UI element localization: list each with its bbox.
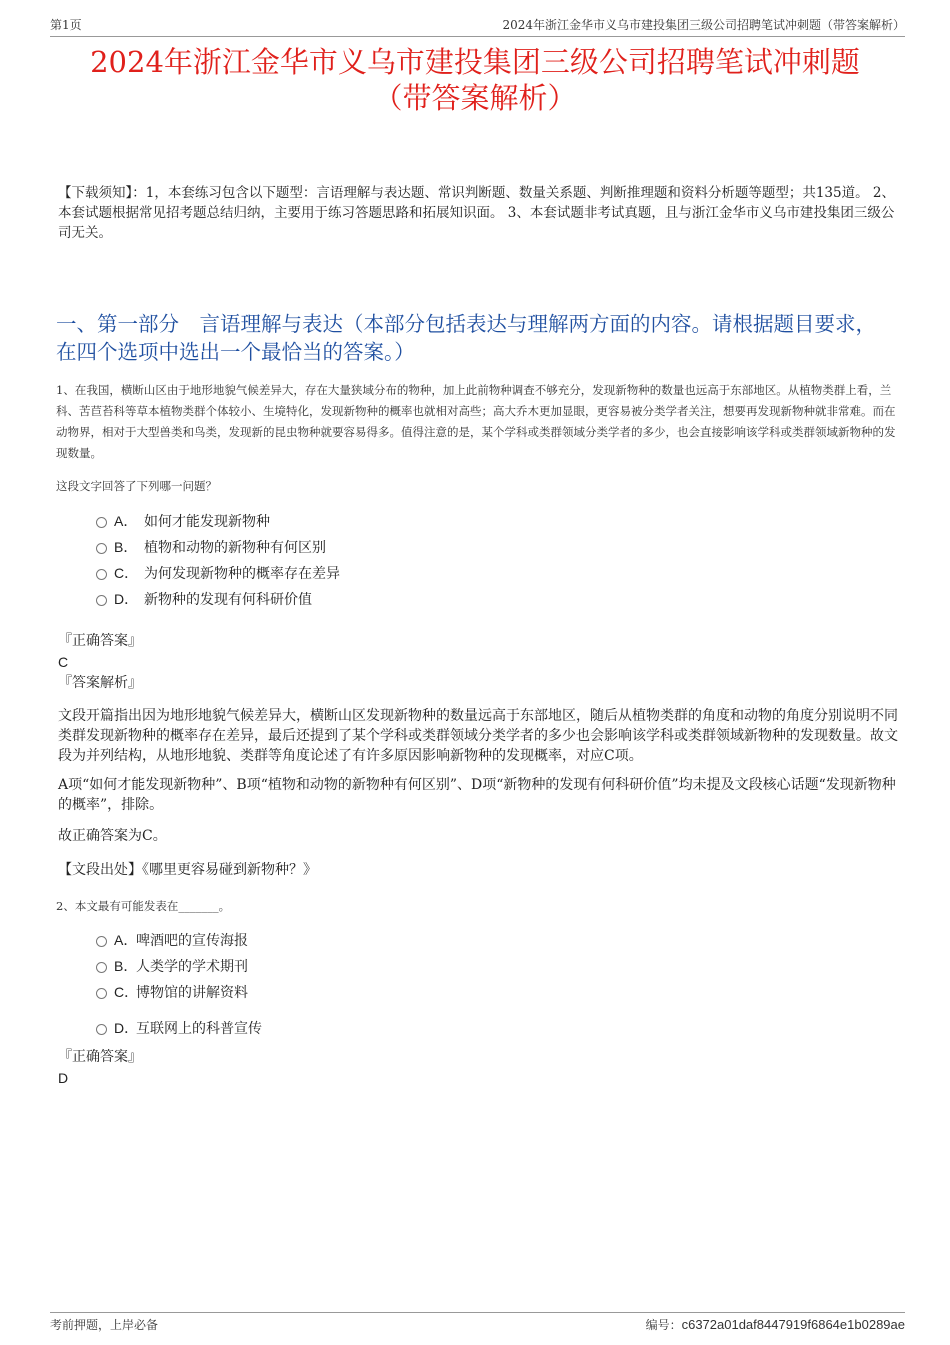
answer-value: C	[58, 654, 69, 670]
radio-icon[interactable]	[96, 595, 107, 606]
footer-code-value: c6372a01daf8447919f6864e1b0289ae	[681, 1317, 905, 1332]
question-1-prompt: 这段文字回答了下列哪一问题？	[56, 479, 217, 493]
option-d[interactable]: D． 新物种的发现有何科研价值	[96, 589, 340, 615]
option-b[interactable]: B． 植物和动物的新物种有何区别	[96, 537, 340, 563]
question-1-answer	[58, 631, 142, 694]
footer-code	[646, 1316, 905, 1333]
option-a[interactable]: A． 如何才能发现新物种	[96, 511, 340, 537]
radio-icon[interactable]	[96, 517, 107, 528]
analysis-paragraph-2: A项“如何才能发现新物种”、B项“植物和动物的新物种有何区别”、D项“新物种的发现有何科研价值”均未提及文段核心话题“发现新物种的概率”，排除。	[58, 777, 896, 813]
question-2-answer	[58, 1047, 142, 1089]
footer-slogan: 考前押题，上岸必备	[50, 1318, 159, 1332]
header-doc-title: 2024年浙江金华市义乌市建投集团三级公司招聘笔试冲刺题（带答案解析）	[502, 18, 905, 32]
radio-icon[interactable]	[96, 936, 107, 947]
radio-icon[interactable]	[96, 543, 107, 554]
option-a[interactable]: A．啤酒吧的宣传海报	[96, 930, 262, 956]
question-1-stem: 1、在我国，横断山区由于地形地貌气候差异大，存在大量狭域分布的物种，加上此前物种调查不够充分，发现新物种的数量也远高于东部地区。从植物类群上看，兰科、苦苣苔科等草本植物类群个体较小、生境特化，发现新物种的概率也就相对高些；高大乔木更加显眼，更容易被分类学者关注，想要再发现新物种就非常难。而在动物界，相对于大型兽类和鸟类，发现新的昆虫物种就要容易得多。值得注意的是，某个学科或类群领域分类学者的多少，也会直接影响该学科或类群领域新物种的发现数量。	[56, 383, 896, 460]
option-c[interactable]: C． 为何发现新物种的概率存在差异	[96, 563, 340, 589]
option-c[interactable]: C．博物馆的讲解资料	[96, 982, 262, 1008]
passage-source: 【文段出处】《哪里更容易碰到新物种？》	[58, 862, 317, 878]
answer-value: D	[58, 1070, 69, 1086]
page-footer	[50, 1312, 905, 1335]
radio-icon[interactable]	[96, 1024, 107, 1035]
page-number: 第1页	[50, 18, 82, 32]
question-2-stem: 2、本文最有可能发表在_______。	[56, 899, 231, 913]
radio-icon[interactable]	[96, 962, 107, 973]
title-line-2: （带答案解析）	[373, 81, 577, 115]
question-2-options	[96, 930, 262, 1044]
page-title	[40, 44, 910, 116]
analysis-paragraph-1: 文段开篇指出因为地形地貌气候差异大，横断山区发现新物种的数量远高于东部地区，随后从植物类群的角度和动物的角度分别说明不同类群发现新物种的概率存在差异，最后还提到了某个学科或类群领域分类学者的多少也会影响该学科或类群领域新物种的发现数量。故文段为并列结构，从地形地貌、类群等角度论述了有许多原因影响新物种的发现概率，对应C项。	[58, 708, 898, 764]
radio-icon[interactable]	[96, 988, 107, 999]
analysis-label: 『答案解析』	[58, 675, 142, 691]
answer-label: 『正确答案』	[58, 633, 142, 649]
page-header	[50, 14, 905, 37]
option-b[interactable]: B．人类学的学术期刊	[96, 956, 262, 982]
analysis-paragraph-3: 故正确答案为C。	[58, 828, 167, 844]
title-line-1: 2024年浙江金华市义乌市建投集团三级公司招聘笔试冲刺题	[90, 45, 860, 79]
download-notice: 【下载须知】：1，本套练习包含以下题型：言语理解与表达题、常识判断题、数量关系题、判断推理题和资料分析题等题型；共135道。 2、本套试题根据常见招考题总结归纳，主要用于练习答题思路和拓展知识面。 3、本套试题非考试真题，且与浙江金华市义乌市建投集团三级公司无关。	[58, 185, 895, 241]
question-1-options	[96, 511, 340, 615]
option-d[interactable]: D．互联网上的科普宣传	[96, 1018, 262, 1044]
answer-label: 『正确答案』	[58, 1049, 142, 1065]
footer-code-label: 编号：	[645, 1318, 682, 1332]
radio-icon[interactable]	[96, 569, 107, 580]
section-title: 一、第一部分 言语理解与表达（本部分包括表达与理解两方面的内容。请根据题目要求，在四个选项中选出一个最恰当的答案。）	[56, 312, 876, 364]
